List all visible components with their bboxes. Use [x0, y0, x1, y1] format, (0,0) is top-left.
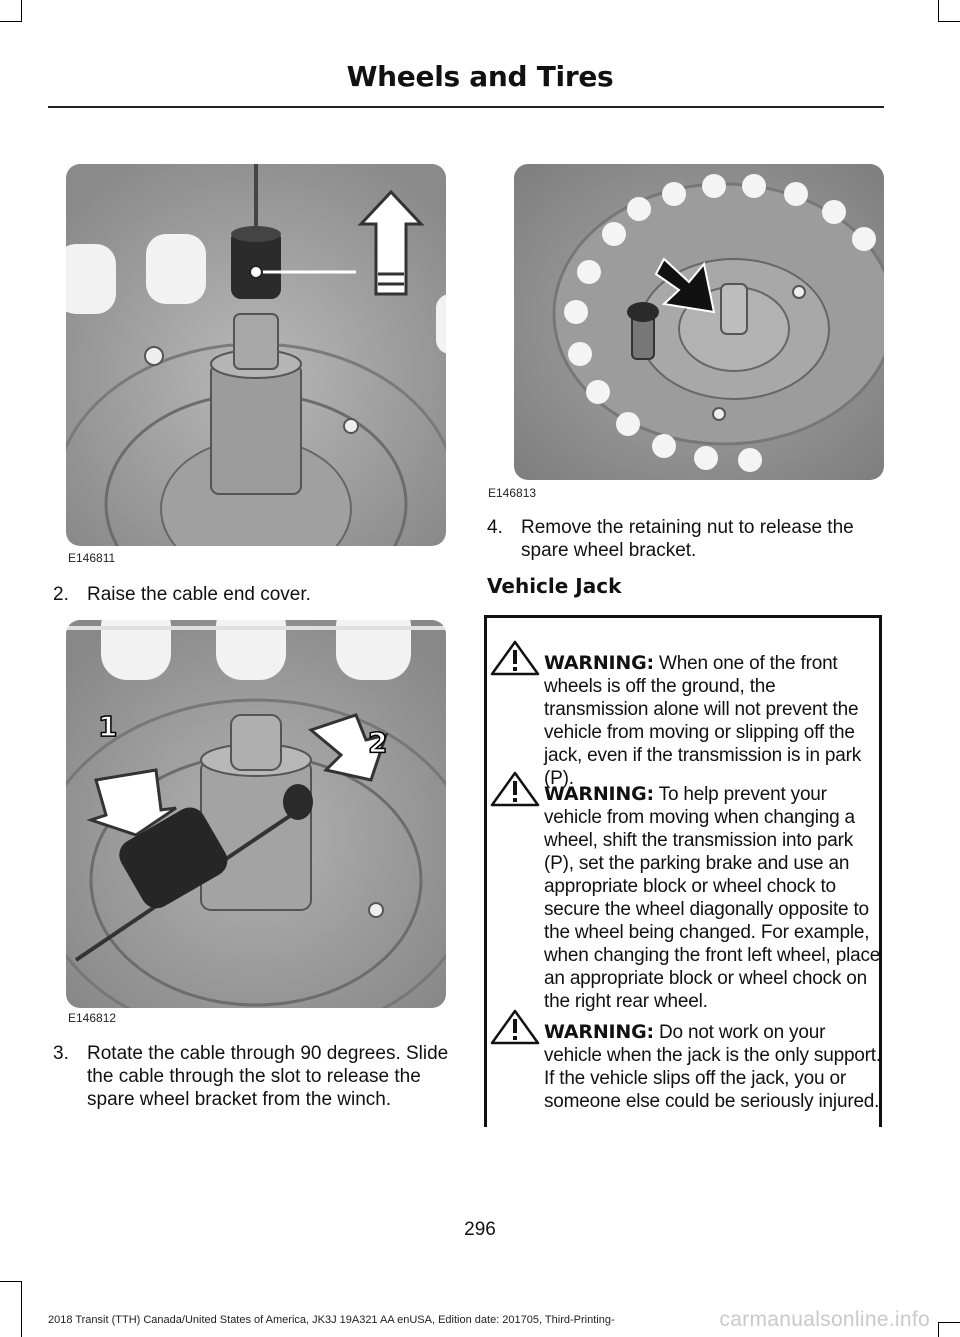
page-number: 296: [464, 1219, 496, 1240]
watermark[interactable]: carmanualsonline.info: [719, 1308, 930, 1331]
step-text: Remove the retaining nut to release the spare wheel bracket.: [521, 517, 854, 561]
crop-mark: [0, 21, 22, 22]
step-number: 3.: [53, 1043, 69, 1064]
crop-mark: [21, 1282, 22, 1337]
warning-text: Do not work on your vehicle when the jack is the only support. If the vehicle slips off the jack, you or someone else could be seriously injured.: [544, 1022, 881, 1112]
figure-retaining-nut: [514, 164, 884, 480]
step-text: Raise the cable end cover.: [87, 584, 311, 605]
step-item: [53, 1042, 453, 1111]
crop-mark: [938, 1322, 939, 1337]
crop-mark: [938, 21, 960, 22]
footer-edition-text: 2018 Transit (TTH) Canada/United States of America, JK3J 19A321 AA enUSA, Edition date: 201705, Third-Printing-: [48, 1314, 615, 1326]
header-divider: [48, 106, 884, 108]
crop-mark: [938, 0, 939, 22]
warning-label: WARNING:: [544, 1021, 654, 1043]
step-item: [487, 516, 877, 562]
crop-mark: [21, 0, 22, 22]
section-heading: Vehicle Jack: [487, 574, 622, 598]
warning-label: WARNING:: [544, 652, 654, 674]
page-title: Wheels and Tires: [346, 60, 614, 93]
crop-mark: [938, 1322, 960, 1323]
figure-rotate-cable: [66, 620, 446, 1008]
callout-2: 2: [368, 726, 388, 759]
warning-triangle-icon: [490, 640, 540, 676]
step-item: [53, 583, 453, 606]
warning-triangle-icon: [490, 1009, 540, 1045]
warning-label: WARNING:: [544, 783, 654, 805]
warning-text: To help prevent your vehicle from moving when changing a wheel, shift the transmission into park (P), set the parking brake and use an appropriate block or wheel chock to secure the wheel diagonally opposite to the wheel being changed. For example, when changing the front left wheel, place an appropriate block or wheel chock on the right rear wheel.: [544, 784, 881, 1012]
figure-id: E146812: [68, 1011, 117, 1025]
step-text: Rotate the cable through 90 degrees. Slide the cable through the slot to release the spare wheel bracket from the winch.: [87, 1043, 449, 1110]
warning-item: [490, 652, 882, 790]
warning-item: [490, 1021, 882, 1113]
warning-text: When one of the front wheels is off the ground, the transmission alone will not prevent the vehicle from moving or slipping off the jack, even if the transmission is in park (P).: [544, 653, 862, 789]
warning-box: [484, 615, 882, 1127]
warning-triangle-icon: [490, 771, 540, 807]
figure-id: E146813: [488, 486, 537, 500]
crop-mark: [0, 1281, 22, 1282]
callout-1: 1: [98, 710, 118, 743]
step-number: 4.: [487, 517, 503, 538]
figure-id: E146811: [68, 551, 116, 565]
warning-item: [490, 783, 882, 1013]
step-number: 2.: [53, 584, 69, 605]
figure-cable-end-cover: [66, 164, 446, 546]
